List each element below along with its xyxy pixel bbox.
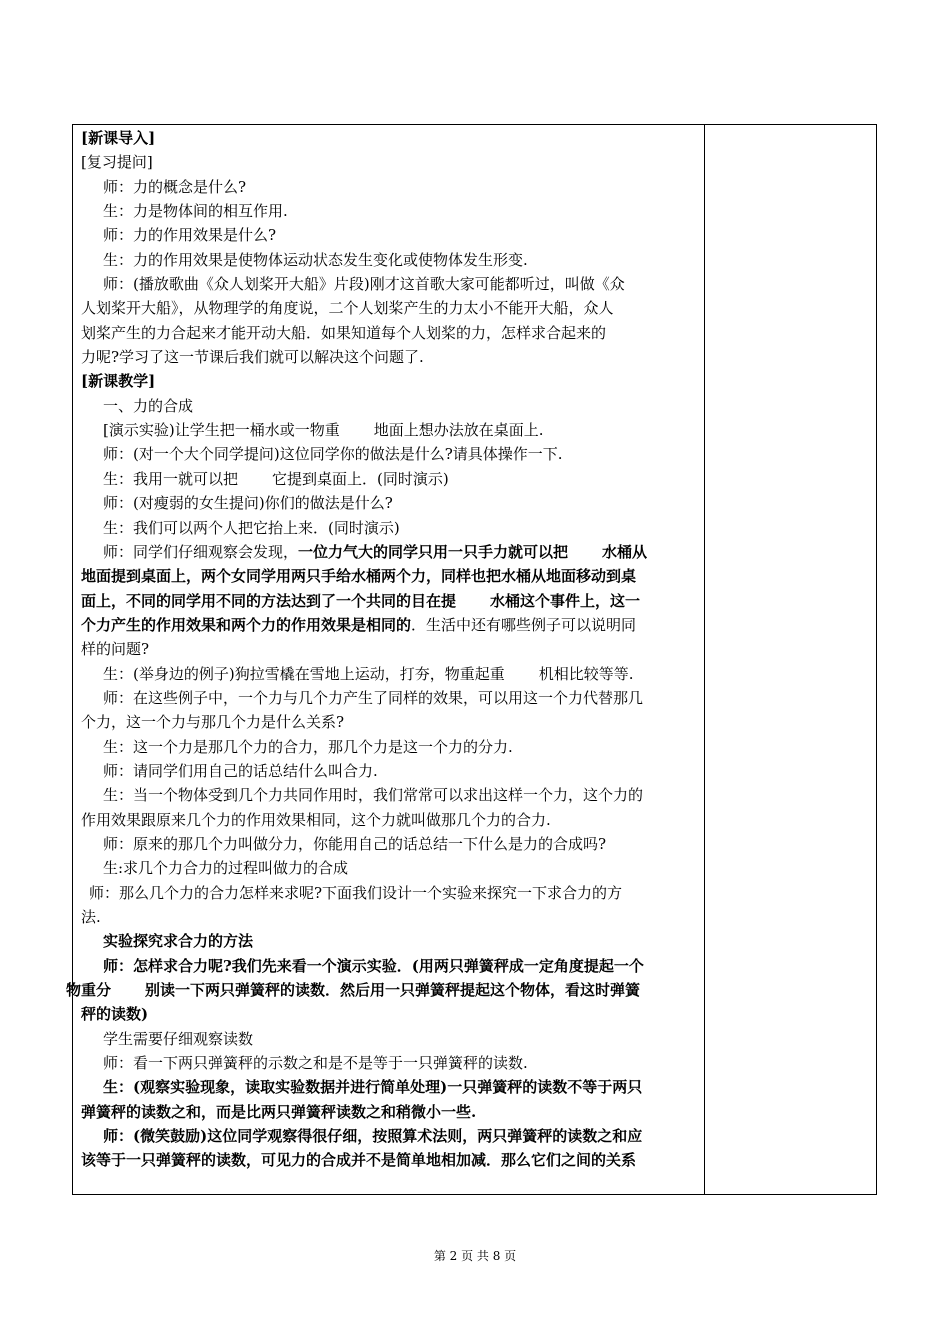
dialogue-line: 师：怎样求合力呢?我们先来看一个演示实验．(用两只弹簧秤成一定角度提起一个 bbox=[103, 956, 644, 975]
text-run: 生：(举身边的例子)狗拉雪橇在雪地上运动，打夯，物重起重 bbox=[103, 664, 505, 683]
dialogue-line: 力呢?学习了这一节课后我们就可以解决这个问题了. bbox=[81, 348, 424, 367]
dialogue-line: 师：请同学们用自己的话总结什么叫合力. bbox=[103, 761, 378, 780]
dialogue-line bbox=[81, 540, 699, 564]
section-heading-teaching: [新课教学] bbox=[81, 372, 156, 391]
dialogue-line: 师：力的概念是什么? bbox=[103, 177, 247, 196]
dialogue-line: 生:求几个力合力的过程叫做力的合成 bbox=[103, 859, 349, 878]
dialogue-line: 生：我们可以两个人把它抬上来．(同时演示) bbox=[103, 518, 400, 537]
dialogue-line: 人划桨开大船》，从物理学的角度说，二个人划桨产生的力太小不能开大船，众人 bbox=[81, 299, 614, 318]
text-run: 别读一下两只弹簧秤的读数．然后用一只弹簧秤提起这个物体，看这时弹簧 bbox=[145, 981, 641, 1000]
text-run: 它提到桌面上．(同时演示) bbox=[272, 469, 449, 488]
dialogue-line: 生：当一个物体受到几个力共同作用时，我们常常可以求出这样一个力，这个力的 bbox=[103, 786, 644, 805]
subheading-experiment: 实验探究求合力的方法 bbox=[103, 932, 254, 951]
text-run: 水桶这个事件上，这一 bbox=[490, 591, 641, 610]
subheading-force-composition: 一、力的合成 bbox=[103, 396, 194, 415]
dialogue-line: 师：(对瘦弱的女生提问)你们的做法是什么? bbox=[103, 494, 393, 513]
dialogue-line bbox=[81, 662, 699, 686]
text-run: ．生活中还有哪些例子可以说明同 bbox=[411, 615, 637, 634]
dialogue-line: 生：这一个力是那几个力的合力，那几个力是这一个力的分力. bbox=[103, 737, 513, 756]
dialogue-line: 个力，这一个力与那几个力是什么关系? bbox=[81, 713, 345, 732]
text-run: 师：同学们仔细观察会发现， bbox=[103, 542, 299, 561]
dialogue-line: 样的问题? bbox=[81, 640, 150, 659]
text-run: 面上，不同的同学用不同的方法达到了一个共同的目在提 bbox=[81, 591, 457, 610]
dialogue-line: 弹簧秤的读数之和，而是比两只弹簧秤读数之和稍微小一些. bbox=[81, 1102, 477, 1121]
section-heading-intro: [新课导入] bbox=[81, 129, 156, 147]
dialogue-line: 生：力的作用效果是使物体运动状态发生变化或使物体发生形变. bbox=[103, 250, 528, 269]
dialogue-line: 生：(观察实验现象，读取实验数据并进行简单处理)一只弹簧秤的读数不等于两只 bbox=[103, 1078, 643, 1097]
text-run-bold: 一位力气大的同学只用一只手力就可以把 bbox=[298, 542, 569, 561]
dialogue-line bbox=[81, 418, 699, 442]
dialogue-line: 师：力的作用效果是什么? bbox=[103, 226, 277, 245]
text-run-bold: 水桶从 bbox=[602, 542, 648, 561]
dialogue-line bbox=[81, 613, 699, 637]
column-divider bbox=[704, 125, 705, 1194]
lesson-plan-table bbox=[66, 124, 877, 1195]
dialogue-line: 生：力是物体间的相互作用. bbox=[103, 202, 288, 221]
dialogue-line: 学生需要仔细观察读数 bbox=[103, 1029, 254, 1048]
text-run: 物重分 bbox=[66, 981, 112, 1000]
page-footer: 第 2 页 共 8 页 bbox=[433, 1249, 517, 1263]
dialogue-line: 师：原来的那几个力叫做分力，你能用自己的话总结一下什么是力的合成吗? bbox=[103, 834, 607, 853]
dialogue-line: 法. bbox=[81, 908, 101, 926]
text-run-bold: 个力产生的作用效果和两个力的作用效果是相同的 bbox=[81, 615, 412, 634]
dialogue-line: 该等于一只弹簧秤的读数，可见力的合成并不是简单地相加减．那么它们之间的关系 bbox=[81, 1151, 637, 1170]
dialogue-line: 师：(播放歌曲《众人划桨开大船》片段)刚才这首歌大家可能都听过，叫做《众 bbox=[103, 275, 625, 294]
dialogue-line: 师：在这些例子中，一个力与几个力产生了同样的效果，可以用这一个力代替那几 bbox=[103, 688, 644, 707]
text-run: [演示实验)让学生把一桶水或一物重 bbox=[103, 421, 340, 440]
dialogue-line: 划桨产生的力合起来才能开动大船．如果知道每个人划桨的力，怎样求合起来的 bbox=[81, 323, 607, 342]
text-run: 生：我用一就可以把 bbox=[103, 469, 239, 488]
subheading-review: [复习提问] bbox=[81, 153, 153, 172]
dialogue-line: 师：那么几个力的合力怎样来求呢?下面我们设计一个实验来探究一下求合力的方 bbox=[89, 883, 623, 902]
text-run: 机相比较等等. bbox=[538, 664, 634, 683]
dialogue-line: 师：(对一个大个同学提问)这位同学你的做法是什么?请具体操作一下. bbox=[103, 445, 563, 464]
dialogue-line bbox=[66, 978, 699, 1002]
dialogue-line bbox=[81, 467, 699, 491]
dialogue-line: 地面提到桌面上，两个女同学用两只手给水桶两个力，同样也把水桶从地面移动到桌 bbox=[81, 567, 637, 586]
dialogue-line: 师：(微笑鼓励)这位同学观察得很仔细，按照算术法则，两只弹簧秤的读数之和应 bbox=[103, 1127, 643, 1146]
dialogue-line: 师：看一下两只弹簧秤的示数之和是不是等于一只弹簧秤的读数. bbox=[103, 1054, 528, 1073]
dialogue-line: 秤的读数) bbox=[81, 1005, 149, 1024]
text-run: 地面上想办法放在桌面上. bbox=[373, 421, 544, 440]
lesson-content-cell bbox=[66, 126, 699, 1173]
dialogue-line bbox=[81, 589, 699, 613]
dialogue-line: 作用效果跟原来几个力的作用效果相同，这个力就叫做那几个力的合力. bbox=[81, 810, 551, 829]
